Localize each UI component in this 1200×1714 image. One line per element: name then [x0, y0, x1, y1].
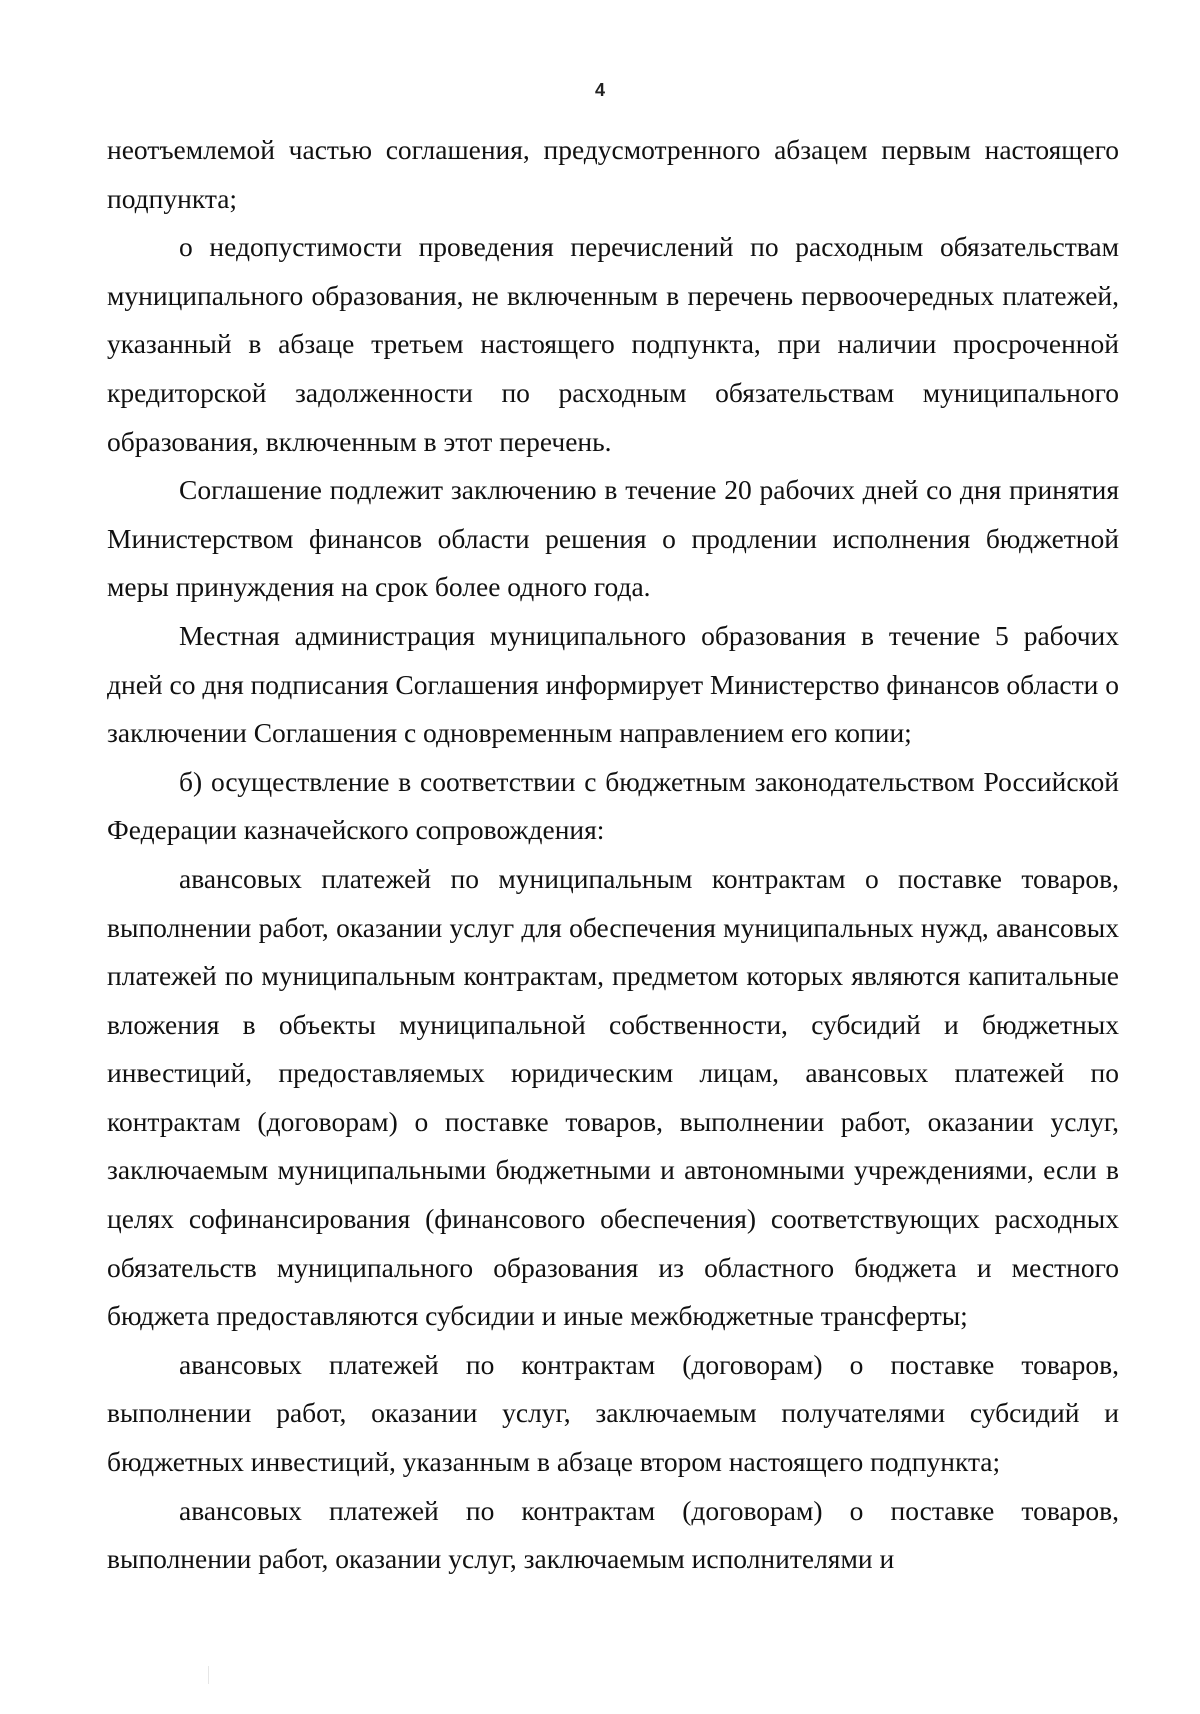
paragraph-continuation: неотъемлемой частью соглашения, предусмотренного абзацем первым настоящего подпункта; — [107, 134, 1119, 214]
paragraph-advance-payments-recipients: авансовых платежей по контрактам (договорам) о поставке товаров, выполнении работ, оказании услуг, заключаемым получателями субсидий и бюджетных инвестиций, указанным в абзаце втором настоящего подпункта; — [107, 1348, 1119, 1478]
page-number: 4 — [594, 80, 605, 100]
paragraph-advance-payments-contracts: авансовых платежей по муниципальным контрактам о поставке товаров, выполнении работ, оказании услуг для обеспечения муниципальных нужд, авансовых платежей по муниципальным контрактам, предметом которых являются капитальные вложения в объекты муниципальной собственности, субсидий и бюджетных инвестиций, предоставляемых юридическим лицам, авансовых платежей по контрактам (договорам) о поставке товаров, выполнении работ, оказании услуг, заключаемым муниципальными бюджетными и автономными учреждениями, если в целях софинансирования (финансового обеспечения) соответствующих расходных обязательств муниципального образования из областного бюджета и местного бюджета предоставляются субсидии и иные межбюджетные трансферты; — [107, 862, 1119, 1332]
paragraph-administration-notice: Местная администрация муниципального образования в течение 5 рабочих дней со дня подписания Соглашения информирует Министерство финансов области о заключении Соглашения с одновременным направлением его копии; — [107, 619, 1119, 749]
paragraph-prohibition-clause: о недопустимости проведения перечислений по расходным обязательствам муниципального образования, не включенным в перечень первоочередных платежей, указанный в абзаце третьем настоящего подпункта, при наличии просроченной кредиторской задолженности по расходным обязательствам муниципального образования, включенным в этот перечень. — [107, 231, 1119, 457]
paragraph-advance-payments-executors: авансовых платежей по контрактам (договорам) о поставке товаров, выполнении работ, оказании услуг, заключаемым исполнителями и — [107, 1494, 1119, 1575]
document-body — [107, 126, 1119, 1584]
paragraph-item-b: б) осуществление в соответствии с бюджетным законодательством Российской Федерации казначейского сопровождения: — [107, 765, 1119, 846]
paragraph-agreement-deadline: Соглашение подлежит заключению в течение 20 рабочих дней со дня принятия Министерством финансов области решения о продлении исполнения бюджетной меры принуждения на срок более одного года. — [107, 474, 1119, 603]
scan-artifact-mark — [208, 1666, 209, 1684]
